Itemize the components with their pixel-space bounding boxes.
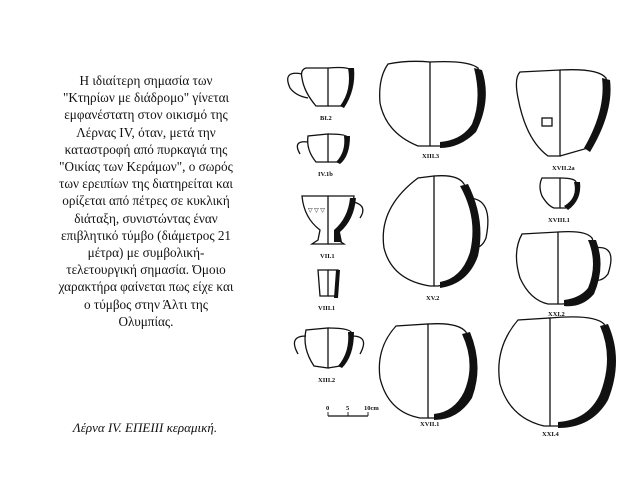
figure-caption: Λέρνα IV. ΕΠΕΙΙΙ κεραμική. <box>72 420 218 435</box>
scale-end: 10cm <box>364 405 379 412</box>
label-xvii2a: XVII.2a <box>552 165 575 172</box>
vessel-jar-xvii2a <box>516 70 610 172</box>
label-viii1: VIII.1 <box>318 305 336 312</box>
description-paragraph: Η ιδιαίτερη σημασία των "Κτηρίων με διάδρομο" γίνεται εμφανέστατη στον οικισμό της Λέρνας IV, όταν, μετά την καταστροφή από πυρκαγιά της "Οικίας των Κεράμων", ο σωρός των ερειπίων της διατηρείται και ορίζεται από πέτρες σε κυκλική διάταξη, συνιστώντας έναν επιβλητικό τύμβο (διάμετρος 21 μέτρα) με συμβολική-τελετουργική σημασία. Όμοιο χαρακτήρα φαίνεται πως είχε και ο τύμβος στην Άλτι της Ολυμπίας. <box>58 73 234 329</box>
vessel-jar-xvii1 <box>379 324 477 428</box>
scale-zero: 0 <box>326 405 330 412</box>
pottery-drawings-plate <box>268 48 638 448</box>
vessel-goblet-vii1 <box>302 196 363 260</box>
label-xviii1: XVIII.1 <box>548 217 570 224</box>
vessel-bowl-iv1b <box>297 134 350 178</box>
vessel-jug-xv2 <box>383 176 488 302</box>
pottery-drawings-svg <box>268 48 638 448</box>
label-xv2: XV.2 <box>426 295 440 302</box>
label-xxi2: XXI.2 <box>548 311 565 318</box>
label-iv1b: IV.1b <box>318 171 333 178</box>
label-xvii1: XVII.1 <box>420 421 440 428</box>
label-xiii2: XIII.2 <box>318 377 336 384</box>
vessel-jar-xxi2 <box>516 232 610 318</box>
scale-bar <box>326 405 379 416</box>
label-xiii3: XIII.3 <box>422 153 440 160</box>
vessel-jar-xviii1 <box>540 178 580 224</box>
label-bi2: BI.2 <box>320 115 332 122</box>
svg-text:▽ ▽ ▽: ▽ ▽ ▽ <box>308 208 325 214</box>
vessel-jar-xiii3 <box>380 61 486 160</box>
description-text-panel <box>56 72 236 330</box>
vessel-beaker-viii1 <box>318 270 340 312</box>
vessel-cup-xiii2 <box>294 328 363 384</box>
label-vii1: VII.1 <box>320 253 335 260</box>
vessel-pithos-xxi4 <box>499 317 616 438</box>
scale-mid: 5 <box>346 405 350 412</box>
vessel-cup-bi2 <box>288 68 355 123</box>
label-xxi4: XXI.4 <box>542 431 559 438</box>
